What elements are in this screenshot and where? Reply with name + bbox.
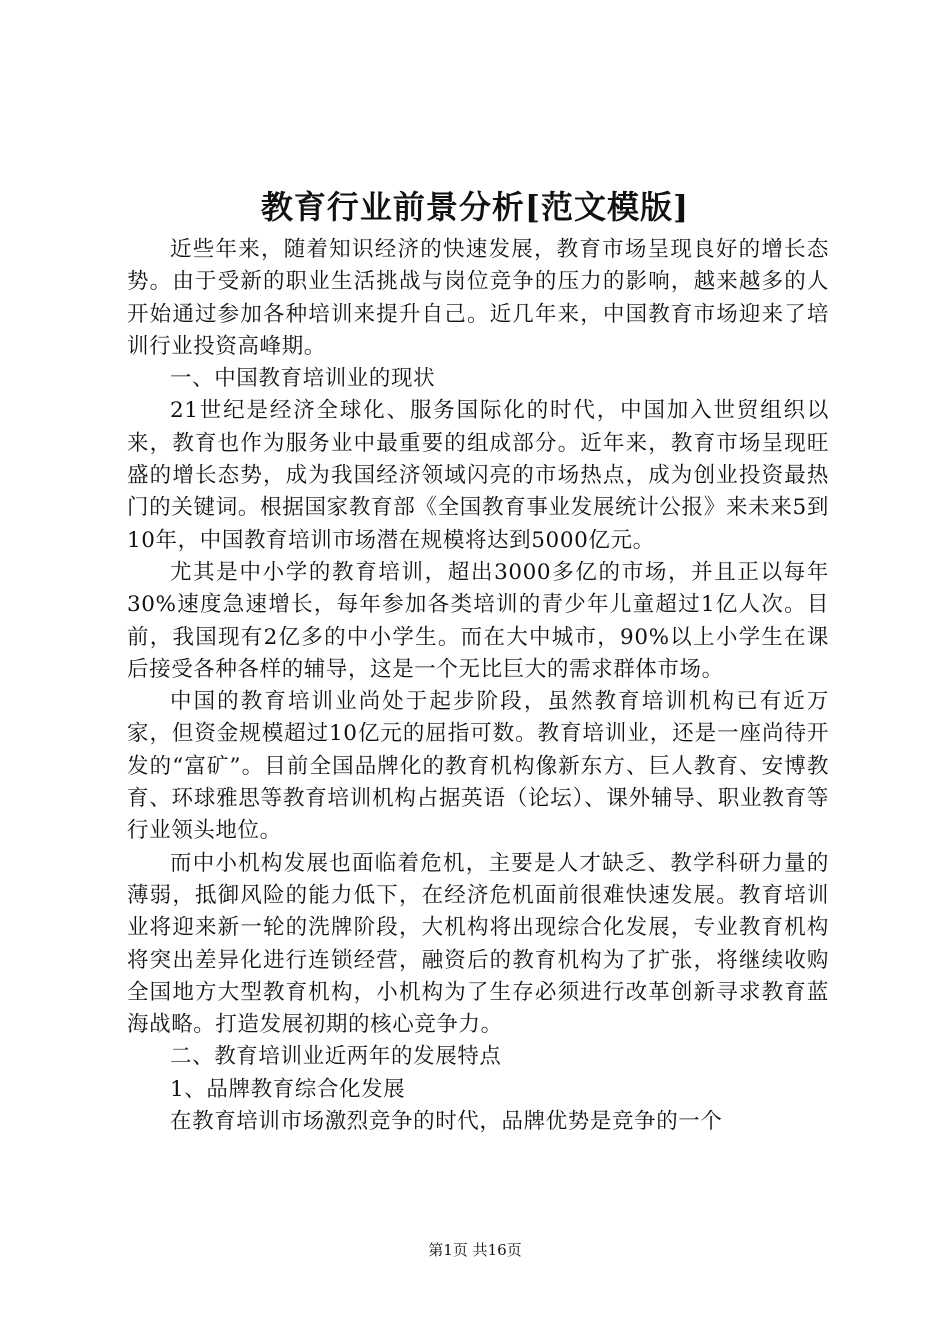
paragraph-intro: 近些年来，随着知识经济的快速发展，教育市场呈现良好的增长态势。由于受新的职业生活挑战与岗位竞争的压力的影响，越来越多的人开始通过参加各种培训来提升自己。近几年来，中国教育市场迎来了培训行业投资高峰期。 [127, 237, 829, 359]
document-body [127, 234, 829, 1138]
paragraph: 21世纪是经济全球化、服务国际化的时代，中国加入世贸组织以来，教育也作为服务业中最重要的组成部分。近年来，教育市场呈现旺盛的增长态势，成为我国经济领域闪亮的市场热点，成为创业投资最热门的关键词。根据国家教育部《全国教育事业发展统计公报》来未来5到10年，中国教育培训市场潜在规模将达到5000亿元。 [127, 398, 829, 553]
page-number-footer: 第1页 共16页 [428, 1241, 522, 1259]
section-heading-2: 二、教育培训业近两年的发展特点 [170, 1044, 502, 1070]
subsection-heading: 1、品牌教育综合化发展 [170, 1076, 406, 1102]
paragraph: 在教育培训市场激烈竞争的时代，品牌优势是竞争的一个 [170, 1109, 723, 1135]
paragraph: 尤其是中小学的教育培训，超出3000多亿的市场，并且正以每年30%速度急速增长，每年参加各类培训的青少年儿童超过1亿人次。目前，我国现有2亿多的中小学生。而在大中城市，90%以上小学生在课后接受各种各样的辅导，这是一个无比巨大的需求群体市场。 [127, 559, 829, 682]
document-title: 教育行业前景分析[范文模版] [260, 188, 690, 226]
section-heading-1: 一、中国教育培训业的现状 [170, 366, 436, 392]
paragraph: 中国的教育培训业尚处于起步阶段，虽然教育培训机构已有近万家，但资金规模超过10亿元的屈指可数。教育培训业，还是一座尚待开发的“富矿”。目前全国品牌化的教育机构像新东方、巨人教育、安博教育、环球雅思等教育培训机构占据英语（论坛）、课外辅导、职业教育等行业领头地位。 [127, 689, 829, 844]
paragraph: 而中小机构发展也面临着危机，主要是人才缺乏、教学科研力量的薄弱，抵御风险的能力低下，在经济危机面前很难快速发展。教育培训业将迎来新一轮的洗牌阶段，大机构将出现综合化发展，专业教育机构将突出差异化进行连锁经营，融资后的教育机构为了扩张，将继续收购全国地方大型教育机构，小机构为了生存必须进行改革创新寻求教育蓝海战略。打造发展初期的核心竞争力。 [127, 850, 829, 1038]
